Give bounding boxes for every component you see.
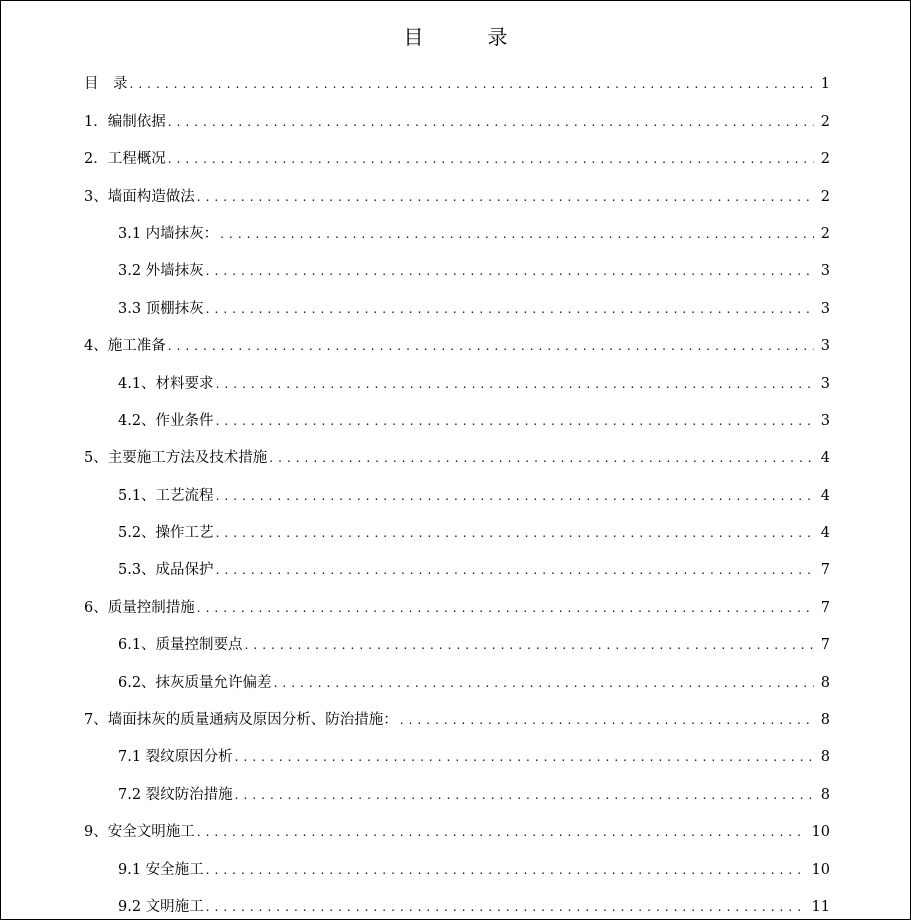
toc-title: 目 录 [403, 25, 530, 49]
toc-dot-leader [216, 376, 814, 392]
toc-entry-label: 3.1 内墙抹灰： [118, 225, 219, 242]
toc-dot-leader [206, 263, 814, 279]
toc-entry[interactable] [84, 514, 830, 551]
toc-dot-leader [216, 488, 814, 504]
toc-entry-page-number: 2 [820, 113, 830, 130]
toc-dot-leader [168, 114, 814, 130]
toc-entry[interactable] [84, 850, 830, 887]
toc-entry-page-number: 7 [820, 637, 830, 654]
toc-entry-label: 3.2 外墙抹灰 [118, 263, 204, 280]
toc-entry-page-number: 11 [811, 898, 830, 915]
toc-entry[interactable] [84, 626, 830, 663]
toc-entry[interactable] [84, 252, 830, 289]
toc-entry-label: 5、主要施工方法及技术措施 [84, 450, 268, 467]
toc-entry[interactable] [84, 140, 830, 177]
toc-entry-label: 7.1 裂纹原因分析 [118, 749, 233, 766]
toc-entry-page-number: 8 [820, 674, 830, 691]
toc-entry[interactable] [84, 476, 830, 513]
toc-dot-leader [206, 862, 806, 878]
toc-entry-page-number: 4 [820, 525, 830, 542]
toc-entry-label: 5.3、成品保护 [118, 562, 214, 579]
toc-entry-label: 6、质量控制措施 [84, 599, 195, 616]
toc-dot-leader [216, 562, 814, 578]
toc-entry-label: 4、施工准备 [84, 338, 166, 355]
toc-entry[interactable] [84, 215, 830, 252]
toc-entry-page-number: 4 [820, 450, 830, 467]
toc-entry-page-number: 7 [820, 599, 830, 616]
toc-dot-leader [197, 600, 814, 616]
toc-entry-page-number: 3 [820, 300, 830, 317]
toc-entry-label: 4.1、材料要求 [118, 375, 214, 392]
toc-entry[interactable] [84, 701, 830, 738]
toc-entry-label: 9、安全文明施工 [84, 824, 195, 841]
toc-dot-leader [245, 637, 814, 653]
toc-entry[interactable] [84, 738, 830, 775]
toc-dot-leader [216, 413, 814, 429]
toc-entry-page-number: 2 [820, 225, 830, 242]
toc-entry-page-number: 7 [820, 562, 830, 579]
toc-entry-label: 3.3 顶棚抹灰 [118, 300, 204, 317]
toc-dot-leader [130, 76, 815, 92]
toc-entry-label: 6.2、抹灰质量允许偏差 [118, 674, 272, 691]
toc-entry[interactable] [84, 102, 830, 139]
toc-dot-leader [197, 824, 806, 840]
toc-entry[interactable] [84, 663, 830, 700]
toc-entry[interactable] [84, 775, 830, 812]
toc-entry-page-number: 3 [820, 263, 830, 280]
toc-entry-page-number: 4 [820, 487, 830, 504]
toc-entry-page-number: 1 [820, 76, 830, 93]
toc-entry[interactable] [84, 402, 830, 439]
toc-entry-label: 目 录 [84, 76, 128, 93]
toc-dot-leader [400, 712, 814, 728]
toc-entry[interactable] [84, 813, 830, 850]
toc-dot-leader [206, 899, 806, 915]
toc-entry[interactable] [84, 439, 830, 476]
toc-dot-leader [168, 151, 814, 167]
toc-entry-label: 5.1、工艺流程 [118, 487, 214, 504]
toc-entry-label: 3、墙面构造做法 [84, 188, 195, 205]
toc-entry-label: 2．工程概况 [84, 151, 166, 168]
toc-dot-leader [269, 450, 814, 466]
toc-entry-page-number: 2 [820, 151, 830, 168]
toc-entry-page-number: 8 [820, 712, 830, 729]
toc-entry-label: 4.2、作业条件 [118, 412, 214, 429]
toc-entry-page-number: 10 [811, 824, 830, 841]
toc-entry-page-number: 3 [820, 412, 830, 429]
toc-dot-leader [168, 338, 814, 354]
toc-entry[interactable] [84, 551, 830, 588]
toc-entry-page-number: 3 [820, 338, 830, 355]
toc-dot-leader [274, 675, 814, 691]
toc-entry[interactable] [84, 65, 830, 102]
toc-entry-label: 5.2、操作工艺 [118, 525, 214, 542]
toc-entry-page-number: 8 [820, 749, 830, 766]
toc-entry-label: 7.2 裂纹防治措施 [118, 786, 233, 803]
table-of-contents [84, 65, 830, 920]
toc-entry-label: 1．编制依据 [84, 113, 166, 130]
toc-dot-leader [220, 226, 814, 242]
toc-entry[interactable] [84, 888, 830, 920]
toc-entry-page-number: 3 [820, 375, 830, 392]
toc-entry-page-number: 8 [820, 786, 830, 803]
toc-entry[interactable] [84, 588, 830, 625]
toc-entry-label: 9.1 安全施工 [118, 861, 204, 878]
toc-dot-leader [206, 301, 814, 317]
toc-dot-leader [216, 525, 814, 541]
toc-entry-page-number: 10 [811, 861, 830, 878]
toc-entry[interactable] [84, 327, 830, 364]
toc-entry-label: 6.1、质量控制要点 [118, 637, 243, 654]
toc-dot-leader [235, 749, 814, 765]
toc-dot-leader [235, 787, 814, 803]
toc-entry-label: 7、墙面抹灰的质量通病及原因分析、防治措施： [84, 712, 398, 729]
toc-entry[interactable] [84, 177, 830, 214]
toc-entry-label: 9.2 文明施工 [118, 898, 204, 915]
toc-entry-page-number: 2 [820, 188, 830, 205]
toc-entry[interactable] [84, 364, 830, 401]
toc-entry[interactable] [84, 289, 830, 326]
toc-dot-leader [197, 189, 814, 205]
